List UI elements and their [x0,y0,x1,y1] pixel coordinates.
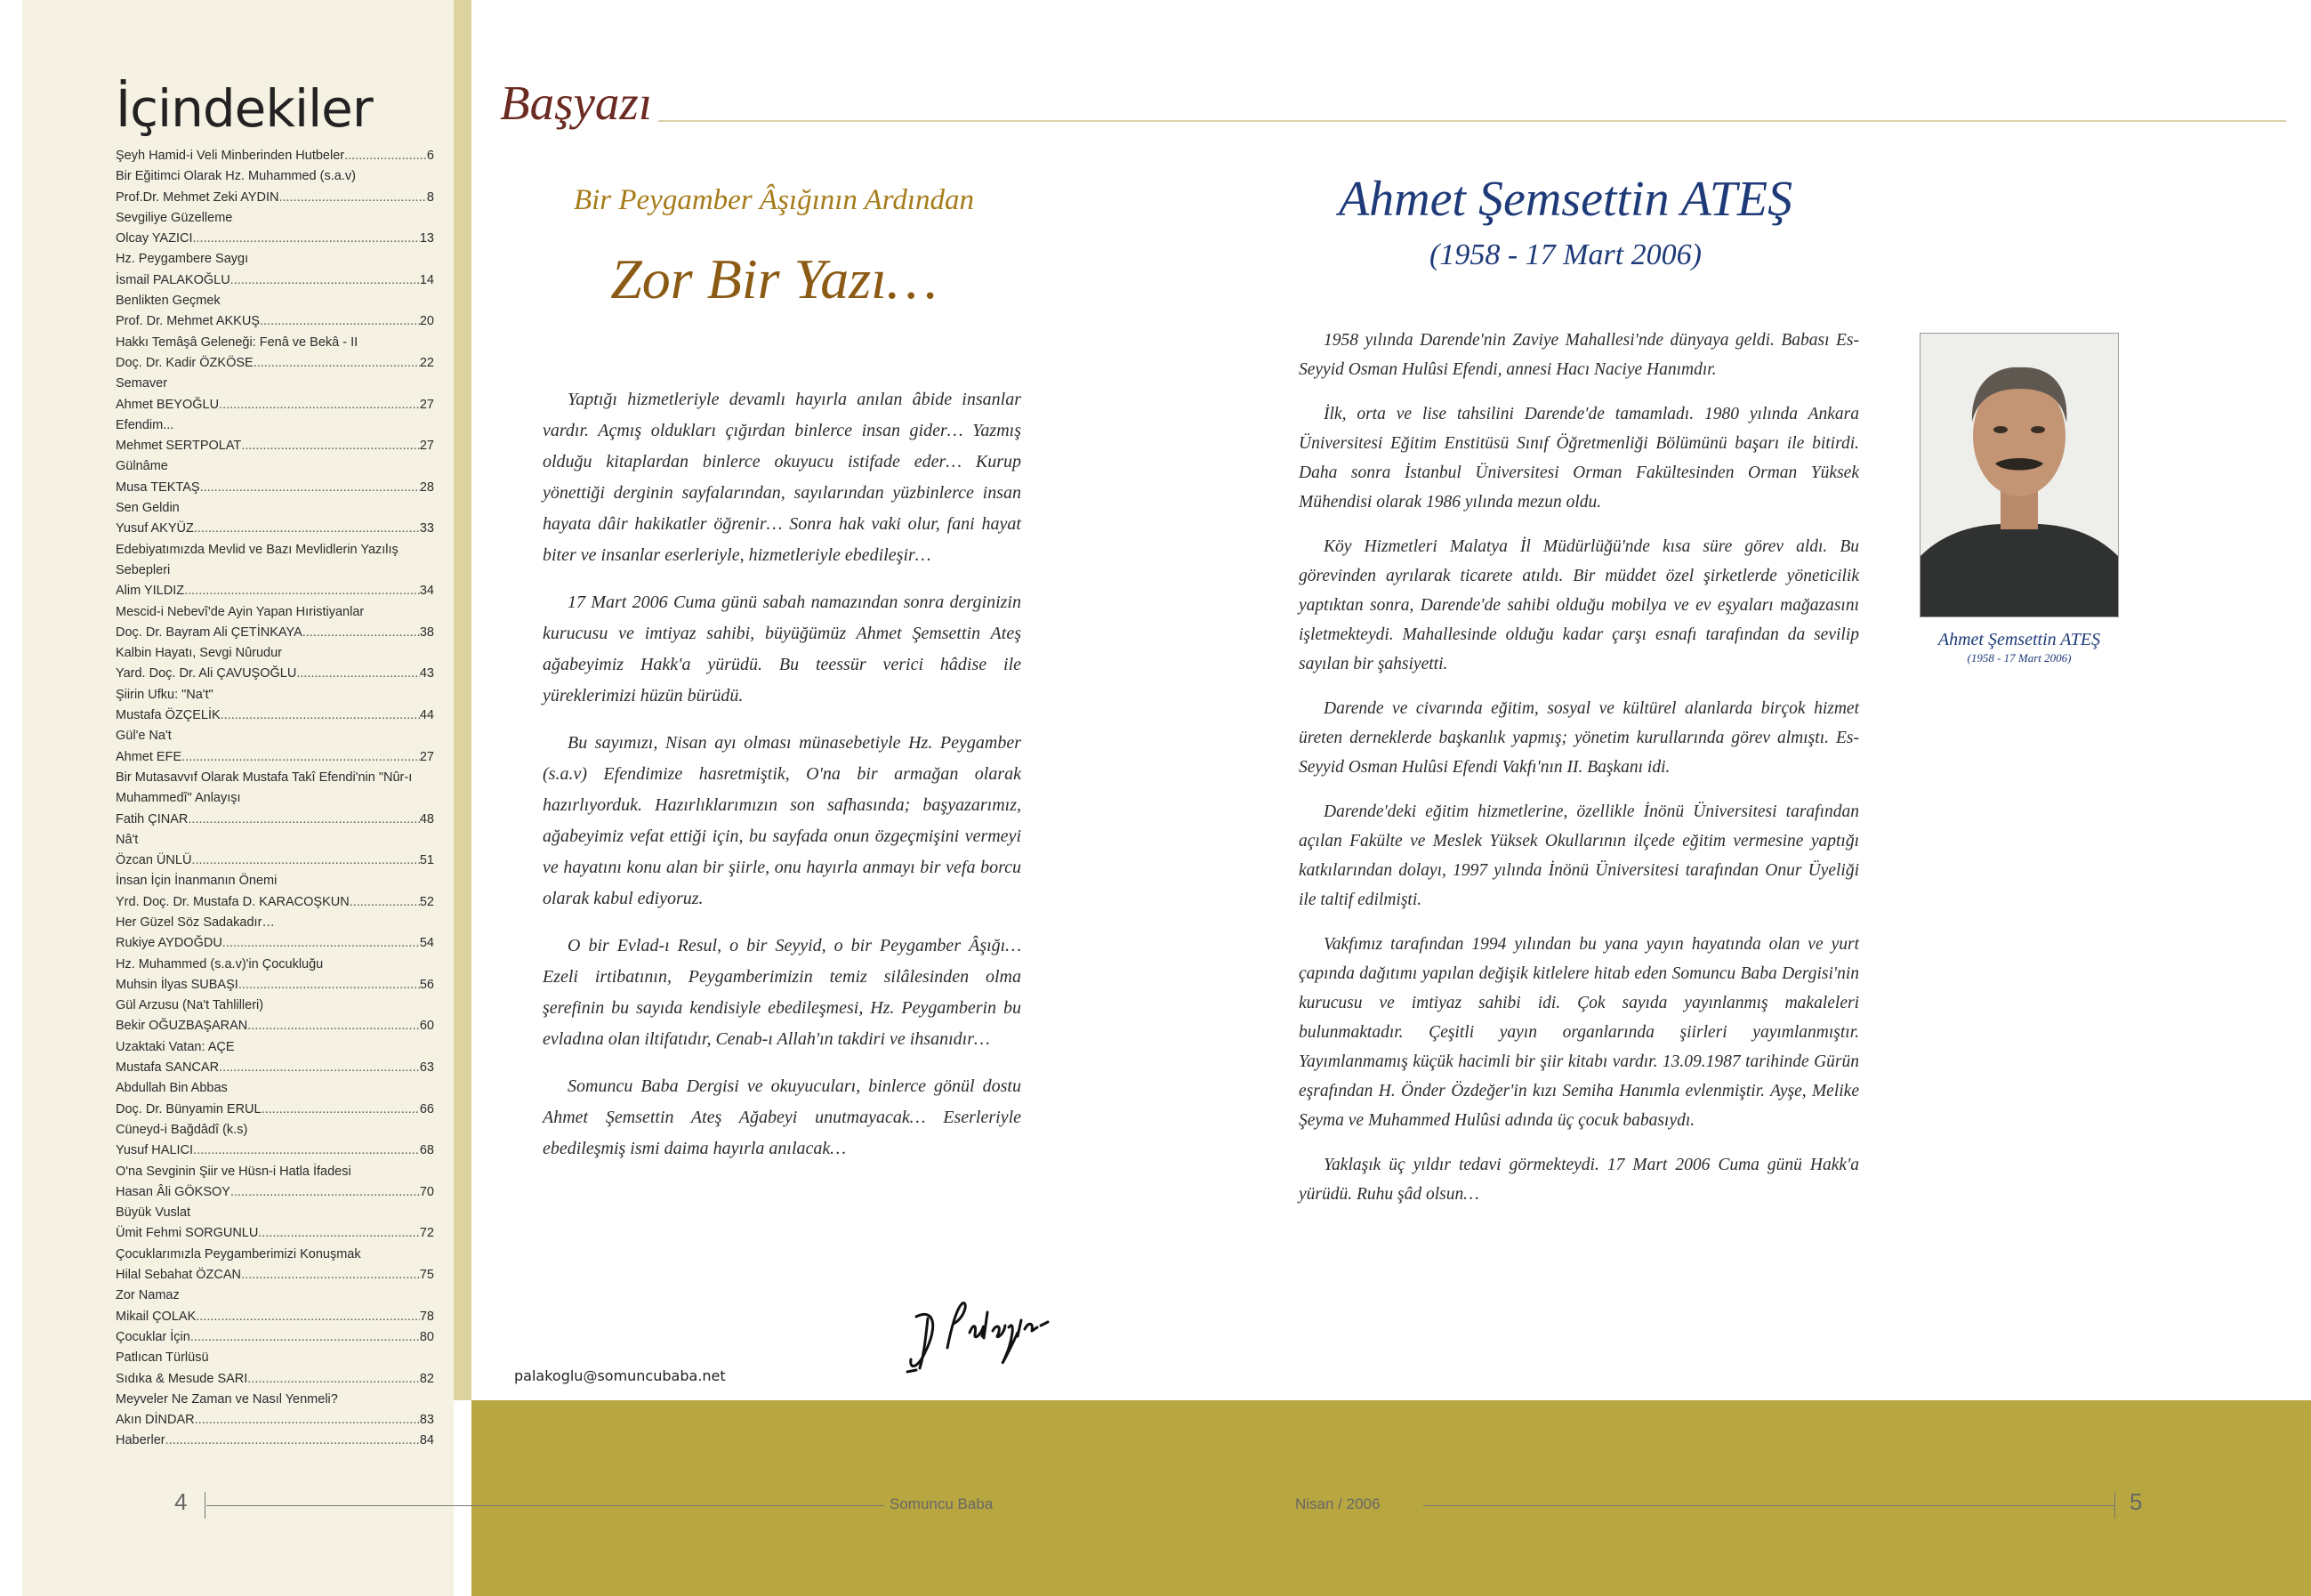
toc-item[interactable] [116,995,434,1016]
bio-paragraph: Darende ve civarında eğitim, sosyal ve kültürel alanlarda birçok hizmet üreten derneklerde başkanlık yapmış; yönetim kurullarında görev almıştı. Es-Seyyid Osman Hulûsi Efendi Vakfı'nın II. Başkanı idi. [1299,699,1859,777]
toc-item[interactable] [116,291,434,311]
toc-item-title: Hasan Âli GÖKSOY [116,1184,230,1199]
toc-item[interactable] [116,933,434,954]
toc-item[interactable] [116,1286,434,1306]
section-title: Başyazı [500,76,653,130]
toc-item-page: 8 [426,189,434,205]
toc-item[interactable] [116,955,434,975]
toc-item[interactable] [116,519,434,539]
toc-item[interactable] [116,1016,434,1036]
toc-item-page: 27 [419,397,434,412]
toc-item[interactable] [116,374,434,394]
toc-item-title: İnsan İçin İnanmanın Önemi [116,874,278,889]
toc-item-title: Cüneyd-i Bağdâdî (k.s) [116,1122,248,1137]
toc-item[interactable] [116,456,434,477]
toc-item-title: Çocuklar İçin [116,1329,190,1344]
footer-tick-right [2114,1492,2115,1519]
toc-item-title: Uzaktaki Vatan: AÇE [116,1039,235,1054]
toc-item-title: Haberler [116,1433,165,1448]
toc-item-title: Yard. Doç. Dr. Ali ÇAVUŞOĞLU [116,666,297,681]
toc-item[interactable] [116,810,434,830]
toc-leader-dots [219,395,420,415]
toc-item-title: Özcan ÜNLÜ [116,853,192,868]
toc-item-title: Bir Eğitimci Olarak Hz. Muhammed (s.a.v) [116,169,356,184]
toc-item-page: 48 [419,811,434,826]
toc-item[interactable] [116,1327,434,1348]
toc-leader-dots [344,146,427,166]
toc-item-title: Sen Geldin [116,501,180,516]
toc-item-title: Fatih ÇINAR [116,811,189,826]
toc-leader-dots [184,581,420,601]
toc-item[interactable] [116,353,434,374]
portrait-illustration [1920,334,2118,617]
toc-item[interactable] [116,395,434,415]
toc-item-title: Hilal Sebahat ÖZCAN [116,1268,242,1283]
toc-leader-dots [194,519,420,539]
toc-title: İçindekiler [116,78,373,139]
toc-item-page: 56 [419,977,434,992]
toc-item-page: 60 [419,1019,434,1034]
toc-item[interactable] [116,208,434,229]
editorial-body [543,384,1021,1181]
toc-item[interactable] [116,188,434,208]
toc-item[interactable] [116,478,434,498]
editorial-paragraph: Somuncu Baba Dergisi ve okuyucuları, binlerce gönül dostu Ahmet Şemsettin Ateş Ağabeyi unutmayacak… Eserleriyle ebedileşmiş ismi daima hayırla anılacak… [543,1076,1021,1158]
editorial-kicker: Bir Peygamber Âşığının Ardından [573,184,975,216]
portrait-photo [1920,333,2119,617]
toc-item-title: Doç. Dr. Bünyamin ERUL [116,1101,262,1116]
toc-item-title: Hz. Muhammed (s.a.v)'in Çocukluğu [116,956,324,971]
toc-leader-dots [258,1223,420,1244]
toc-item-page: 27 [419,439,434,454]
toc-item[interactable] [116,664,434,684]
bio-name: Ahmet Şemsettin ATEŞ [1338,172,1793,227]
toc-leader-dots [241,1265,420,1286]
toc-leader-dots [247,1016,420,1036]
toc-list [116,146,434,1452]
toc-item-page: 44 [419,708,434,723]
toc-item[interactable] [116,1078,434,1099]
toc-item-title: Efendim... [116,417,174,432]
toc-leader-dots [230,270,420,291]
toc-item-title: Hz. Peygambere Saygı [116,252,249,267]
toc-item[interactable] [116,685,434,705]
toc-item-title: Sebepleri [116,562,171,577]
toc-item[interactable] [116,1141,434,1161]
editorial-paragraph: O bir Evlad-ı Resul, o bir Seyyid, o bir Peygamber Âşığı… Ezeli irtibatının, Peygamberimizin temiz silâlesinden olma şerefinin bu sayıda kendisiyle ebedileşmesi, Hz. Peygamberin bu evladına olan iltifatıdır, Cenab-ı Allah'ın takdiri ve ihsanıdır… [543,936,1021,1049]
toc-item-title: Patlıcan Türlüsü [116,1350,209,1366]
toc-leader-dots [188,810,419,830]
toc-item-title: Şiirin Ufku: "Na't" [116,687,213,702]
toc-item-page: 20 [419,314,434,329]
toc-item-title: Doç. Dr. Bayram Ali ÇETİNKAYA [116,625,302,640]
toc-item-title: Prof.Dr. Mehmet Zeki AYDIN [116,189,279,205]
toc-leader-dots [222,933,420,954]
toc-item-page: 83 [419,1413,434,1428]
author-email[interactable]: palakoglu@somuncubaba.net [514,1367,726,1384]
toc-item[interactable] [116,726,434,746]
toc-item-page: 82 [419,1371,434,1386]
bio-paragraph: 1958 yılında Darende'nin Zaviye Mahallesi'nde dünyaya geldi. Babası Es-Seyyid Osman Hulûsi Efendi, annesi Hacı Naciye Hanımdır. [1299,331,1859,379]
toc-item-page: 14 [419,272,434,287]
toc-item-title: Benlikten Geçmek [116,294,221,309]
right-page-number: 5 [2130,1488,2143,1515]
bio-paragraph: İlk, orta ve lise tahsilini Darende'de tamamladı. 1980 yılında Ankara Üniversitesi Eğitim Enstitüsü Sınıf Öğretmenliği Bölümünü başarı ile bitirdi. Daha sonra İstanbul Üniversitesi Orman Fakültesinden Orman Yüksek Mühendisi olarak 1986 yılında mezun oldu. [1299,405,1859,512]
toc-leader-dots [230,1182,420,1203]
bio-paragraph: Vakfımız tarafından 1994 yılından bu yana yayın hayatında olan ve yurt çapında dağıtımı yapılan değişik kitlelere hitab eden Somuncu Baba Dergisi'nin kurucusu ve imtiyaz sahibi idi. Çok sayıda yayınlanmış makaleleri bulunmaktadır. Çeşitli yayın organlarında şiirleri yayımlanmıştır. Yayımlanmamış küçük hacimli bir şiir kitabı vardır. 13.09.1987 tarihinde Gürün eşrafından H. Önder Özdeğer'in kızı Semiha Hanımla evlenmiştir. Ayşe, Melike Şeyma ve Muhammed Hulûsi adında üç çocuk babasıydı. [1299,935,1859,1130]
footer-line-right [1423,1505,2114,1506]
footer-line-left [206,1505,884,1506]
toc-item[interactable] [116,871,434,891]
bottom-band [471,1400,2311,1596]
toc-item-title: Prof. Dr. Mehmet AKKUŞ [116,314,260,329]
toc-item-title: Muhsin İlyas SUBAŞI [116,977,238,992]
toc-item[interactable] [116,1390,434,1410]
toc-item[interactable] [116,643,434,664]
toc-item-title: Meyveler Ne Zaman ve Nasıl Yenmeli? [116,1391,338,1407]
toc-item-page: 78 [419,1309,434,1324]
toc-leader-dots [241,436,420,456]
toc-item-page: 27 [419,749,434,764]
toc-leader-dots [190,1327,420,1348]
toc-leader-dots [278,188,426,208]
toc-leader-dots [221,705,420,726]
toc-item-title: Şeyh Hamid-i Veli Minberinden Hutbeler [116,149,345,163]
toc-item-title: Yusuf HALICI [116,1143,194,1158]
toc-item-title: Akın DİNDAR [116,1413,195,1428]
editorial-paragraph: 17 Mart 2006 Cuma günü sabah namazından sonra derginizin kurucusu ve imtiyaz sahibi, büyüğümüz Ahmet Şemsettin Ateş ağabeyimiz Hakk'a yürüdü. Bu teessür verici hâdise ile yüreklerimizi hüzün bürüdü. [543,592,1021,705]
toc-item[interactable] [116,540,434,560]
toc-leader-dots [191,850,419,871]
toc-item[interactable] [116,768,434,788]
bio-dates: (1958 - 17 Mart 2006) [1429,238,1702,271]
footer-issue-date: Nisan / 2006 [1295,1495,1381,1512]
toc-item[interactable] [116,1058,434,1078]
toc-item[interactable] [116,602,434,623]
toc-item-title: Muhammedî" Anlayışı [116,791,241,806]
toc-item-title: Mustafa ÖZÇELİK [116,708,221,723]
bio-paragraph: Köy Hizmetleri Malatya İl Müdürlüğü'nde kısa süre görev aldı. Bu görevinden ayrılarak ticarete atıldı. Bir müddet özel şirketlerde yöneticilik yaptıktan sonra, Darende'de sahibi olduğu mobilya ve ev eşyaları mağazasını işletmekteydi. Mahallesinde olduğu kadar çarşı esnafı tarafından da sevilip sayılan bir şahsiyetti. [1299,537,1859,673]
toc-item-title: Musa TEKTAŞ [116,480,200,495]
editorial-paragraph: Bu sayımızı, Nisan ayı olması münasebetiyle Hz. Peygamber (s.a.v) Efendimize hasretmiştik, O'na bir armağan olarak hazırlıyorduk. Hazırlıklarımızın son safhasında; başyazarımız, ağabeyimiz vefat ettiği için, bu sayfada onun özgeçmişini vermeyi ve hayatını konu alan bir şiirle, onu hayırla anmayı bir vefa borcu olarak kabul ediyoruz. [543,733,1021,908]
toc-item[interactable] [116,249,434,270]
bio-paragraph: Yaklaşık üç yıldır tedavi görmekteydi. 17 Mart 2006 Cuma günü Hakk'a yürüdü. Ruhu şâd olsun… [1299,1156,1859,1204]
toc-item[interactable] [116,1037,434,1058]
toc-item-title: O'na Sevginin Şiir ve Hüsn-i Hatla İfadesi [116,1164,351,1179]
toc-item[interactable] [116,229,434,249]
editorial-paragraph: Yaptığı hizmetleriyle devamlı hayırla anılan âbide insanlar vardır. Açmış oldukları çığırdan binlerce insan gider… Yazmış olduğu kitaplardan binlerce okuyucu istifade eder… Kurup yönettiği derginin sayfalarından, sayılarından yüzbinlerce insan hayata dâir hakikatler öğrenir… Sonra hak vaki olur, fani hayat biter ve insanlar eserleriyle, hizmetleriyle ebedileşir… [543,390,1021,565]
toc-item-title: Bir Mutasavvıf Olarak Mustafa Takî Efendi'nin "Nûr-ı [116,770,413,785]
photo-caption-name: Ahmet Şemsettin ATEŞ [1937,630,2101,649]
toc-item-title: Sevgiliye Güzelleme [116,210,233,225]
toc-item-page: 43 [419,666,434,681]
toc-item-title: Ahmet EFE [116,749,182,764]
toc-item-title: Nâ't [116,832,139,847]
toc-leader-dots [195,1410,420,1431]
toc-item-page: 28 [419,480,434,495]
sidebar-stripe [454,0,471,1400]
toc-leader-dots [200,478,420,498]
toc-item[interactable] [116,850,434,871]
toc-item[interactable] [116,1223,434,1244]
toc-item-title: Büyük Vuslat [116,1205,191,1221]
toc-item-page: 52 [419,894,434,909]
toc-item-title: Sıdıka & Mesude SARI [116,1371,248,1386]
toc-item[interactable] [116,1265,434,1286]
toc-item[interactable] [116,1182,434,1203]
toc-leader-dots [219,1058,420,1078]
toc-item[interactable] [116,1120,434,1141]
toc-leader-dots [196,1307,420,1327]
toc-item-page: 80 [419,1329,434,1344]
toc-leader-dots [350,892,420,913]
toc-item-page: 70 [419,1184,434,1199]
toc-leader-dots [254,353,420,374]
toc-item-title: Bekir OĞUZBAŞARAN [116,1019,248,1034]
toc-leader-dots [193,1141,420,1161]
toc-item[interactable] [116,1348,434,1368]
toc-item-page: 38 [419,625,434,640]
toc-item[interactable] [116,311,434,332]
toc-leader-dots [192,229,419,249]
toc-leader-dots [247,1369,420,1390]
toc-item[interactable] [116,1431,434,1451]
toc-item[interactable] [116,333,434,353]
signature [898,1263,1076,1379]
toc-item-title: Olcay YAZICI [116,231,193,246]
toc-leader-dots [296,664,420,684]
toc-item[interactable] [116,166,434,187]
toc-item-title: Edebiyatımızda Mevlid ve Bazı Mevlidlerin Yazılış [116,542,399,557]
left-page-number: 4 [174,1488,188,1515]
toc-item[interactable] [116,146,434,166]
toc-item-page: 63 [419,1060,434,1076]
toc-item-page: 33 [419,521,434,536]
toc-leader-dots [181,747,420,768]
toc-item-page: 54 [419,936,434,951]
toc-item[interactable] [116,498,434,519]
toc-item-title: Mikail ÇOLAK [116,1309,197,1324]
toc-item-title: Rukiye AYDOĞDU [116,936,222,951]
toc-item[interactable] [116,975,434,995]
title-rule [658,120,2286,122]
toc-item-page: 84 [419,1433,434,1448]
toc-leader-dots [302,623,420,643]
toc-item-title: Her Güzel Söz Sadakadır… [116,915,275,930]
toc-item[interactable] [116,1410,434,1431]
toc-item-page: 66 [419,1101,434,1116]
toc-item[interactable] [116,1162,434,1182]
editorial-headline: Zor Bir Yazı… [610,247,938,310]
toc-item-title: Alim YILDIZ [116,584,185,599]
toc-item[interactable] [116,1100,434,1120]
toc-item-title: Yrd. Doç. Dr. Mustafa D. KARACOŞKUN [116,894,350,909]
toc-item-title: Yusuf AKYÜZ [116,521,194,536]
toc-item[interactable] [116,415,434,436]
toc-item-page: 6 [426,149,434,163]
toc-item-title: Kalbin Hayatı, Sevgi Nûrudur [116,646,282,661]
toc-item[interactable] [116,788,434,809]
toc-item-page: 72 [419,1226,434,1241]
toc-item-title: Doç. Dr. Kadir ÖZKÖSE [116,355,254,370]
toc-item-page: 34 [419,584,434,599]
bio-paragraph: Darende'deki eğitim hizmetlerine, özellikle İnönü Üniversitesi tarafından açılan Fakülte ve Meslek Yüksek Okullarının ilçede eğitim vermesine yaptığı katkılarından dolayı, 1997 yılında İnönü Üniversitesi tarafından Onur Üyeliği ile taltif edilmişti. [1299,802,1859,909]
toc-item-title: Gül Arzusu (Na't Tahlilleri) [116,998,264,1013]
toc-item-title: Mustafa SANCAR [116,1060,220,1076]
toc-item-title: Ahmet BEYOĞLU [116,397,220,412]
toc-item-title: Mescid-i Nebevî'de Ayin Yapan Hıristiyanlar [116,604,365,619]
toc-item[interactable] [116,560,434,581]
photo-caption-dates: (1958 - 17 Mart 2006) [1967,651,2072,665]
toc-item[interactable] [116,1307,434,1327]
toc-item[interactable] [116,705,434,726]
toc-item[interactable] [116,913,434,933]
toc-item[interactable] [116,892,434,913]
bio-body [1299,326,1859,1224]
toc-item[interactable] [116,1203,434,1223]
toc-item[interactable] [116,747,434,768]
toc-item-title: Hakkı Temâşâ Geleneği: Fenâ ve Bekâ - II [116,335,358,350]
footer-publication: Somuncu Baba [890,1495,994,1512]
toc-item-title: Gülnâme [116,459,168,474]
toc-item-title: Zor Namaz [116,1288,180,1303]
toc-item-page: 22 [419,355,434,370]
toc-item-page: 68 [419,1143,434,1158]
toc-item-title: Ümit Fehmi SORGUNLU [116,1226,259,1241]
toc-item-title: İsmail PALAKOĞLU [116,272,230,287]
toc-item-title: Çocuklarımızla Peygamberimizi Konuşmak [116,1246,361,1261]
toc-item-page: 75 [419,1268,434,1283]
toc-item[interactable] [116,581,434,601]
toc-leader-dots [262,1100,420,1120]
toc-item[interactable] [116,1369,434,1390]
toc-item-title: Abdullah Bin Abbas [116,1081,228,1096]
toc-item[interactable] [116,830,434,850]
toc-item-page: 13 [419,231,434,246]
toc-item[interactable] [116,1245,434,1265]
toc-leader-dots [238,975,420,995]
toc-item-title: Gül'e Na't [116,729,172,744]
toc-item-title: Semaver [116,376,168,391]
toc-item[interactable] [116,270,434,291]
toc-item-page: 51 [419,853,434,868]
toc-leader-dots [165,1431,420,1451]
toc-item[interactable] [116,623,434,643]
toc-item[interactable] [116,436,434,456]
toc-item-title: Mehmet SERTPOLAT [116,439,242,454]
toc-leader-dots [260,311,420,332]
